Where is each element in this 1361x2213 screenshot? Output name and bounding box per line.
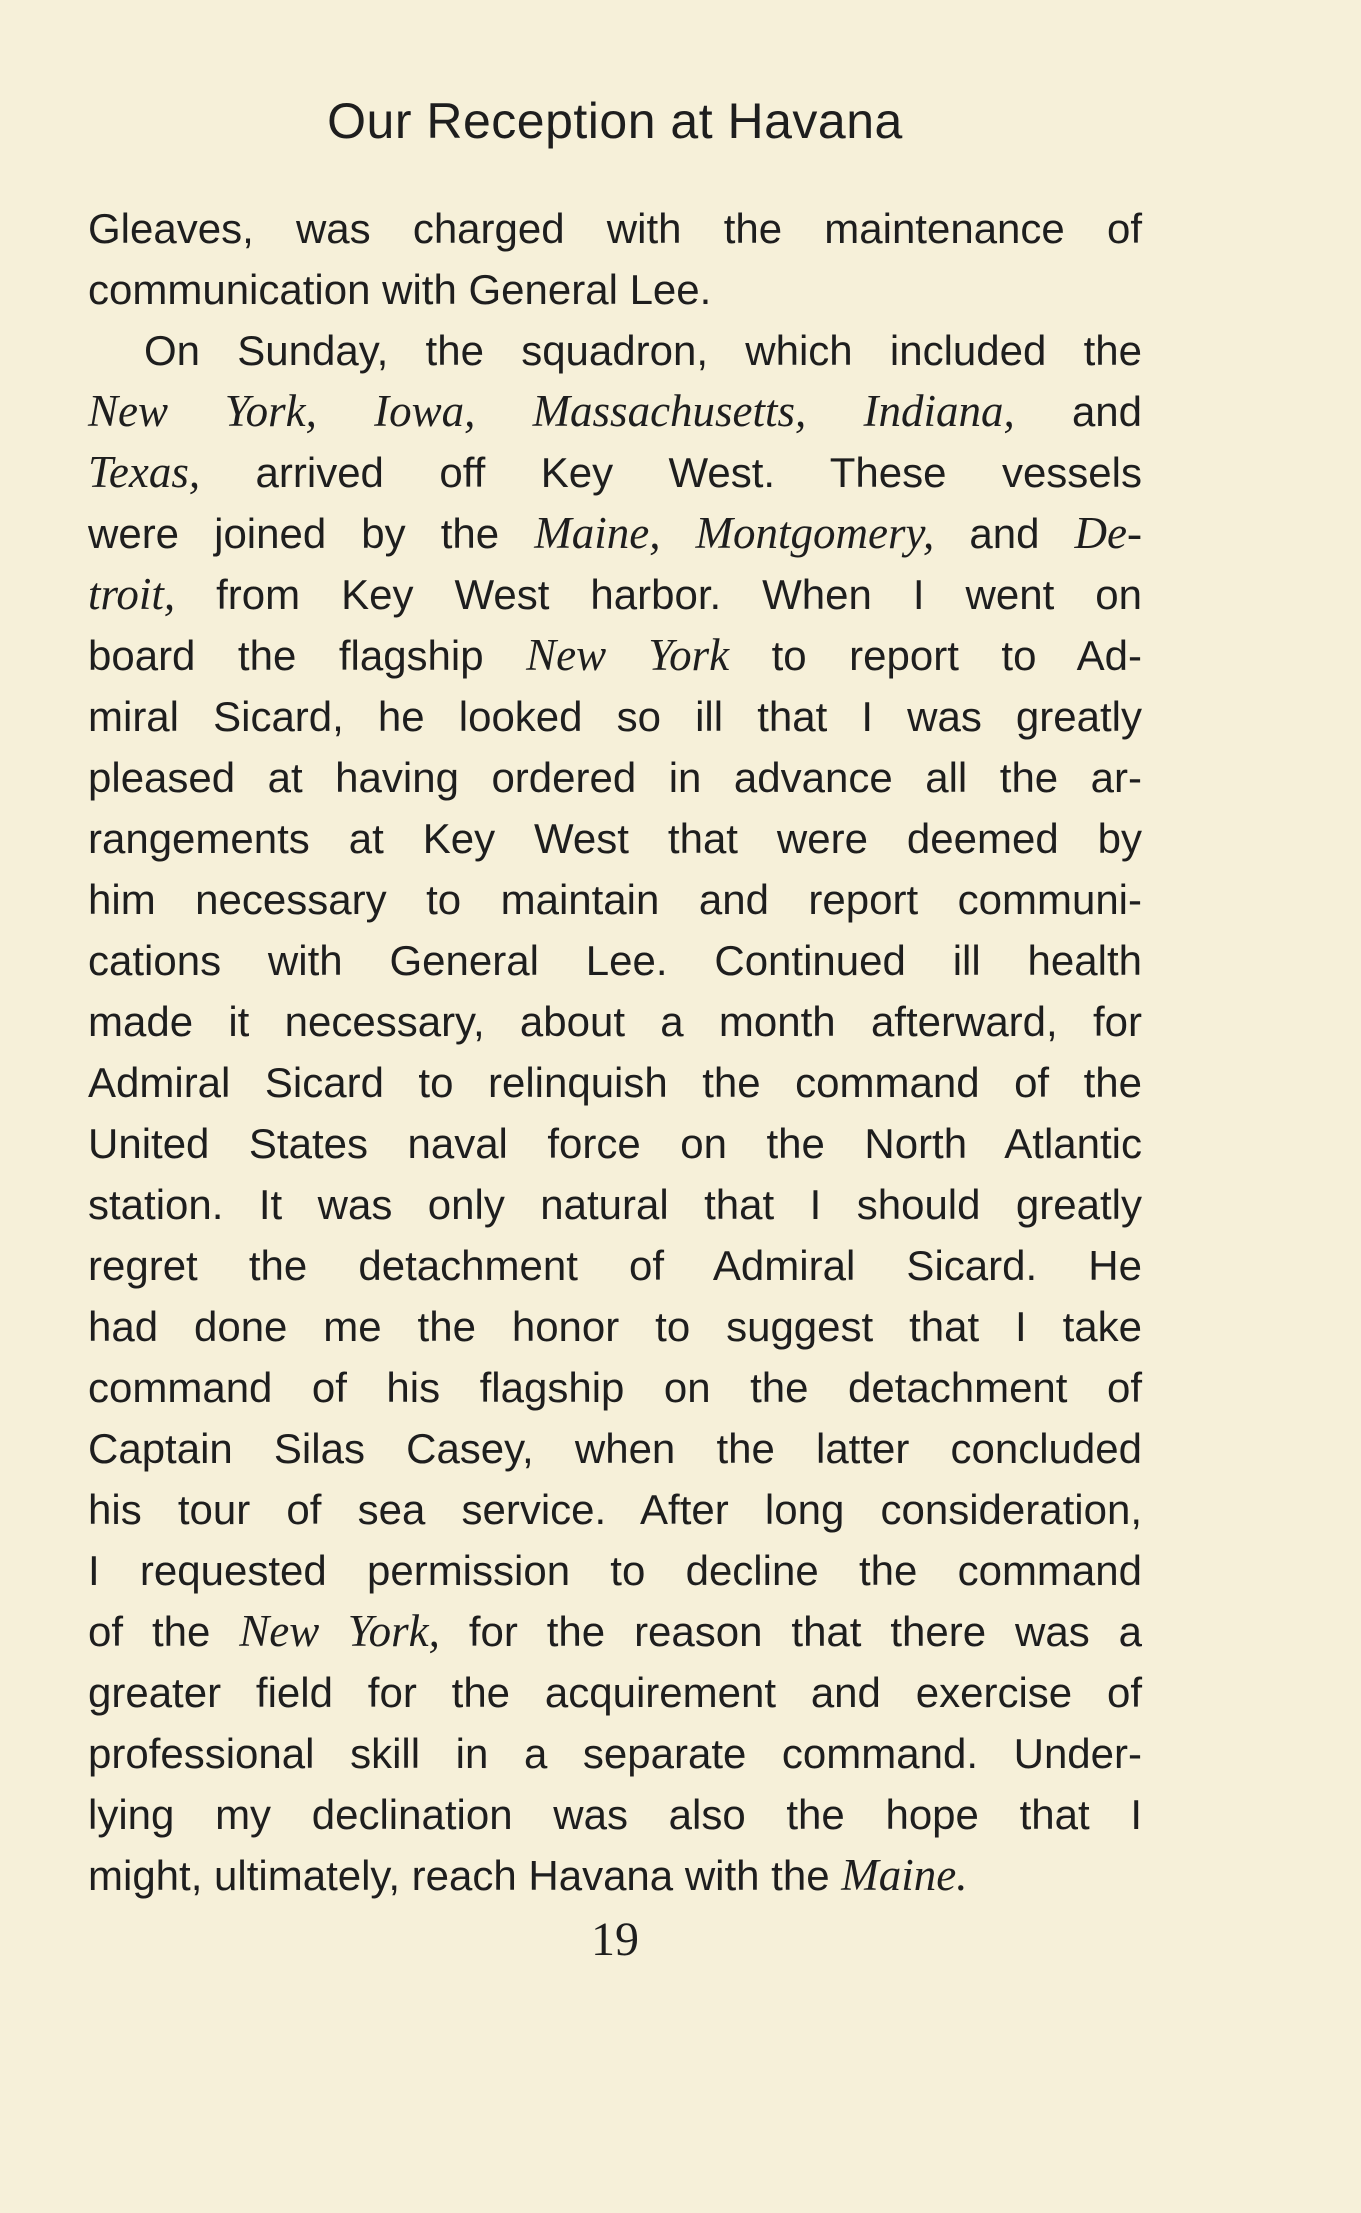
text-line [88,1296,1142,1357]
italic-ship-name: New York, [88,386,317,436]
text-run: his tour of sea service. After long consideration, [88,1486,1142,1533]
text-run [317,388,374,435]
text-line [88,1540,1142,1601]
text-run: arrived off Key West. These vessels [200,449,1142,496]
text-run [806,388,863,435]
text-line [88,1418,1142,1479]
text-run: command of his flagship on the detachment of [88,1364,1142,1411]
text-run: On Sunday, the squadron, which included the [144,327,1142,374]
text-run [475,388,532,435]
text-line [88,991,1142,1052]
text-run: board the flagship [88,632,527,679]
text-run: United States naval force on the North Atlantic [88,1120,1142,1167]
text-line [88,198,1142,259]
text-line [88,1662,1142,1723]
text-run: miral Sicard, he looked so ill that I was greatly [88,693,1142,740]
text-line [88,1113,1142,1174]
text-line [88,869,1142,930]
text-line [88,381,1142,442]
text-line [88,442,1142,503]
text-run: made it necessary, about a month afterward, for [88,998,1142,1045]
text-run: had done me the honor to suggest that I take [88,1303,1142,1350]
italic-ship-name: Maine, [534,508,661,558]
text-line [88,1479,1142,1540]
text-run: station. It was only natural that I should greatly [88,1181,1142,1228]
text-line [88,503,1142,564]
text-run: pleased at having ordered in advance all the ar- [88,754,1142,801]
text-run: were joined by the [88,510,535,557]
text-line [88,1784,1142,1845]
italic-ship-name: Texas, [88,447,201,497]
text-run: and [934,510,1075,557]
running-head: Our Reception at Havana [327,93,903,149]
text-line [88,1357,1142,1418]
text-line [88,686,1142,747]
text-run: and [1014,388,1143,435]
italic-ship-name: Montgomery, [695,508,935,558]
italic-ship-name: De- [1074,508,1142,558]
text-line [88,808,1142,869]
page-number: 19 [591,1913,639,1966]
text-line [88,320,1142,381]
text-line [88,930,1142,991]
text-run: might, ultimately, reach Havana with the [88,1852,842,1899]
body-text [88,198,1142,1906]
text-run: I requested permission to decline the command [88,1547,1142,1594]
italic-ship-name: Maine. [841,1850,968,1900]
text-line [88,747,1142,808]
text-run: to report to Ad- [729,632,1142,679]
italic-ship-name: Massachusetts, [532,386,807,436]
text-run: regret the detachment of Admiral Sicard. He [88,1242,1142,1289]
text-run: lying my declination was also the hope that I [88,1791,1142,1838]
text-line [88,1235,1142,1296]
text-line [88,1845,1142,1906]
text-run: professional skill in a separate command. Under- [88,1730,1142,1777]
text-line [88,564,1142,625]
text-line [88,1601,1142,1662]
text-run: Admiral Sicard to relinquish the command of the [88,1059,1142,1106]
text-run: him necessary to maintain and report communi- [88,876,1142,923]
text-run: Gleaves, was charged with the maintenance of [88,205,1142,252]
text-run: rangements at Key West that were deemed by [88,815,1142,862]
italic-ship-name: New York, [239,1606,440,1656]
text-run: cations with General Lee. Continued ill health [88,937,1142,984]
text-line [88,259,1142,320]
text-run: from Key West harbor. When I went on [175,571,1142,618]
text-run [660,510,695,557]
text-line [88,625,1142,686]
text-run: communication with General Lee. [88,266,712,313]
text-run: for the reason that there was a [439,1608,1142,1655]
italic-ship-name: troit, [88,569,176,619]
text-run: of the [88,1608,240,1655]
text-line [88,1174,1142,1235]
text-run: Captain Silas Casey, when the latter concluded [88,1425,1142,1472]
text-run: greater field for the acquirement and exercise of [88,1669,1142,1716]
italic-ship-name: Iowa, [374,386,476,436]
italic-ship-name: Indiana, [863,386,1015,436]
italic-ship-name: New York [526,630,730,680]
text-line [88,1723,1142,1784]
text-line [88,1052,1142,1113]
